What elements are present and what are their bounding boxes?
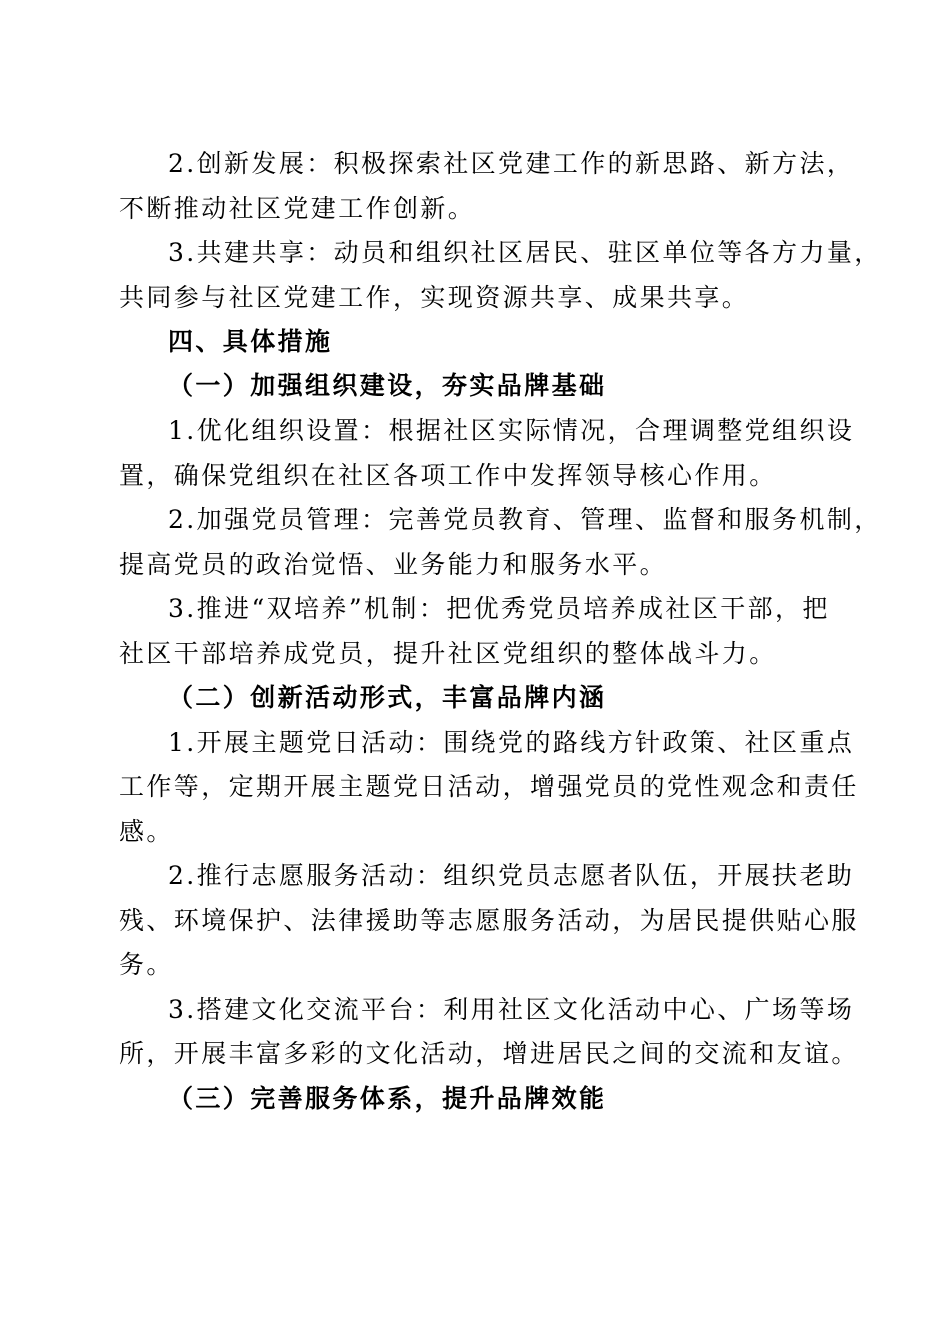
paragraph-line: 共同参与社区党建工作，实现资源共享、成果共享。 (119, 283, 750, 312)
paragraph-line: 置，确保党组织在社区各项工作中发挥领导核心作用。 (119, 461, 777, 490)
paragraph-line: 社区干部培养成党员，提升社区党组织的整体战斗力。 (119, 639, 777, 668)
paragraph-line: 不断推动社区党建工作创新。 (119, 194, 476, 223)
subsection-heading: （一）加强组织建设，夯实品牌基础 (168, 371, 607, 400)
paragraph-line: 务。 (119, 950, 174, 979)
subsection-heading: （二）创新活动形式，丰富品牌内涵 (168, 683, 607, 712)
paragraph-line: 提高党员的政治觉悟、业务能力和服务水平。 (119, 550, 668, 579)
paragraph-line: 2.创新发展：积极探索社区党建工作的新思路、新方法， (168, 149, 855, 178)
paragraph-line: 3.搭建文化交流平台：利用社区文化活动中心、广场等场 (168, 995, 855, 1024)
paragraph-line: 工作等，定期开展主题党日活动，增强党员的党性观念和责任 (119, 772, 859, 801)
paragraph-line: 所，开展丰富多彩的文化活动，增进居民之间的交流和友谊。 (119, 1039, 859, 1068)
paragraph-line: 残、环境保护、法律援助等志愿服务活动，为居民提供贴心服 (119, 906, 859, 935)
paragraph-line: 感。 (119, 817, 174, 846)
paragraph-line: 2.加强党员管理：完善党员教育、管理、监督和服务机制， (168, 505, 882, 534)
paragraph-line: 3.共建共享：动员和组织社区居民、驻区单位等各方力量， (168, 238, 882, 267)
paragraph-line: 1.优化组织设置：根据社区实际情况，合理调整党组织设 (168, 416, 855, 445)
section-heading: 四、具体措施 (168, 327, 333, 356)
paragraph-line: 2.推行志愿服务活动：组织党员志愿者队伍，开展扶老助 (168, 861, 855, 890)
paragraph-line: 1.开展主题党日活动：围绕党的路线方针政策、社区重点 (168, 728, 855, 757)
subsection-heading: （三）完善服务体系，提升品牌效能 (168, 1084, 607, 1113)
paragraph-line: 3.推进“双培养”机制：把优秀党员培养成社区干部，把 (168, 594, 830, 623)
